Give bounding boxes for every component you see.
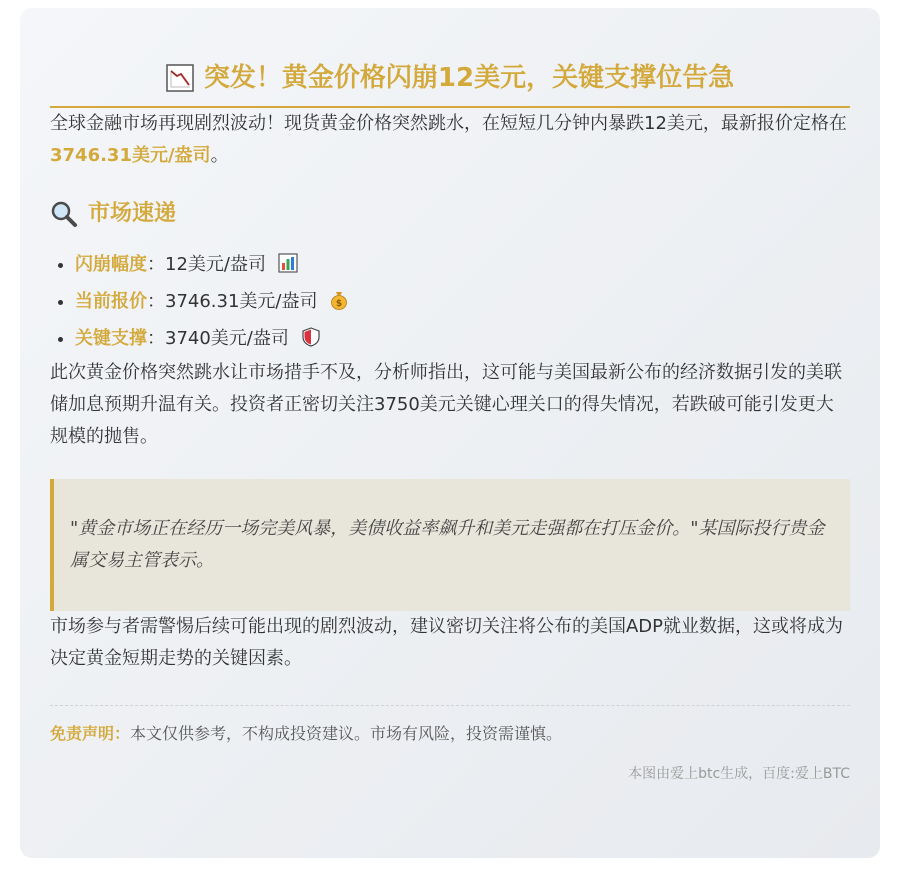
point-value: 3746.31美元/盎司 <box>165 291 318 312</box>
chart-down-icon <box>166 64 194 92</box>
list-item <box>75 283 850 320</box>
page-title <box>166 60 734 96</box>
article-card <box>20 8 880 858</box>
list-item <box>75 246 850 283</box>
divider <box>50 705 850 706</box>
bar-chart-icon <box>278 253 298 273</box>
credit-text: 本图由爱上btc生成，百度:爱上BTC <box>628 766 850 782</box>
point-value: 12美元/盎司 <box>165 254 266 275</box>
outlook-paragraph: 市场参与者需警惕后续可能出现的剧烈波动，建议密切关注将公布的美国ADP就业数据，这或将成为决定黄金短期走势的关键因素。 <box>50 616 844 669</box>
page-title-text: 突发！黄金价格闪崩12美元，关键支撑位告急 <box>203 63 735 93</box>
intro-paragraph <box>50 108 850 172</box>
quote-text: "黄金市场正在经历一场完美风暴，美债收益率飙升和美元走强都在打压金价。"某国际投行贵金属交易主管表示。 <box>70 518 825 571</box>
analysis-paragraph: 此次黄金价格突然跳水让市场措手不及，分析师指出，这可能与美国最新公布的经济数据引发的美联储加息预期升温有关。投资者正密切关注3750美元关键心理关口的得失情况，若跌破可能引发更大规模的抛售。 <box>50 362 842 447</box>
intro-lead: 全球金融市场再现剧烈波动！现货黄金价格突然跳水，在短短几分钟内暴跌12美元，最新报价定格在 <box>50 113 847 134</box>
section-heading <box>50 198 850 230</box>
section-title: 市场速递 <box>88 201 177 226</box>
market-points-list <box>50 246 850 357</box>
point-label: 当前报价 <box>75 291 147 312</box>
disclaimer <box>50 722 850 746</box>
disclaimer-text: 本文仅供参考，不构成投资建议。市场有风险，投资需谨慎。 <box>130 724 563 743</box>
list-item <box>75 320 850 357</box>
money-bag-icon <box>329 290 349 310</box>
point-sep: ： <box>147 254 165 275</box>
intro-tail: 。 <box>210 145 229 166</box>
intro-price: 3746.31美元/盎司 <box>50 145 211 166</box>
quote-block <box>50 479 850 611</box>
svg-text:$: $ <box>336 299 343 309</box>
magnifier-icon <box>50 200 78 228</box>
shield-icon <box>301 327 321 347</box>
point-label: 关键支撑 <box>75 328 147 349</box>
point-sep: ： <box>147 291 165 312</box>
disclaimer-label: 免责声明： <box>50 724 131 743</box>
point-label: 闪崩幅度 <box>75 254 147 275</box>
point-sep: ： <box>147 328 165 349</box>
title-bar <box>50 60 850 108</box>
point-value: 3740美元/盎司 <box>165 328 289 349</box>
